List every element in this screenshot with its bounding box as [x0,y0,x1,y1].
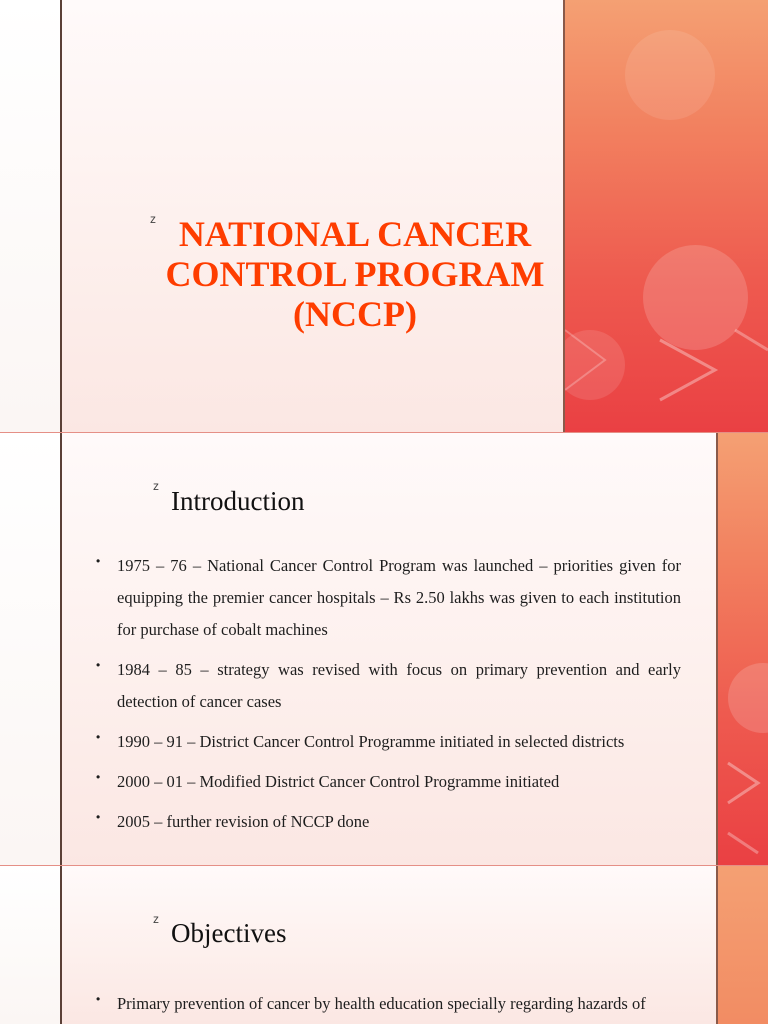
slide-title [0,0,768,432]
list-item-text: 2000 – 01 – Modified District Cancer Control Programme initiated [117,772,560,791]
list-item-text: 2005 – further revision of NCCP done [117,812,370,831]
bullet-icon: • [96,810,101,824]
slide-left-margin [0,0,60,432]
bullet-icon: • [96,770,101,784]
list-item-text: 1984 – 85 – strategy was revised with focus on primary prevention and early detection of cancer cases [117,660,681,711]
list-item [96,766,681,798]
list-item [96,988,681,1020]
slide-introduction [0,433,768,865]
decorative-gradient-panel [718,433,768,865]
slide-main-title: NATIONAL CANCER CONTROL PROGRAM (NCCP) [165,214,545,334]
bullet-icon: • [96,730,101,744]
decorative-gradient-panel [718,866,768,1024]
bullet-icon: • [96,992,101,1006]
decorative-chevron-icon [718,433,768,865]
slide-objectives [0,866,768,1024]
slide-left-margin [0,866,60,1024]
section-title-introduction: Introduction [171,486,305,516]
slide-marker: z [150,212,156,226]
bullet-icon: • [96,658,101,672]
list-item [96,806,681,838]
section-title-objectives: Objectives [171,918,287,948]
list-item-text: 1975 – 76 – National Cancer Control Program was launched – priorities given for equipping the premier cancer hospitals – Rs 2.50 lakhs was given to each institution for purchase of cobalt machines [117,556,681,639]
slide-left-margin [0,433,60,865]
list-item-text: 1990 – 91 – District Cancer Control Programme initiated in selected districts [117,732,625,751]
list-item-text: Primary prevention of cancer by health education specially regarding hazards of [117,994,646,1013]
decorative-gradient-panel [565,0,768,432]
introduction-bullet-list [96,550,681,846]
list-item [96,550,681,646]
slide-marker: z [153,479,159,493]
list-item [96,726,681,758]
decorative-chevron-icon [565,0,768,432]
slide-marker: z [153,912,159,926]
objectives-bullet-list [96,988,681,1024]
list-item [96,654,681,718]
bullet-icon: • [96,554,101,568]
